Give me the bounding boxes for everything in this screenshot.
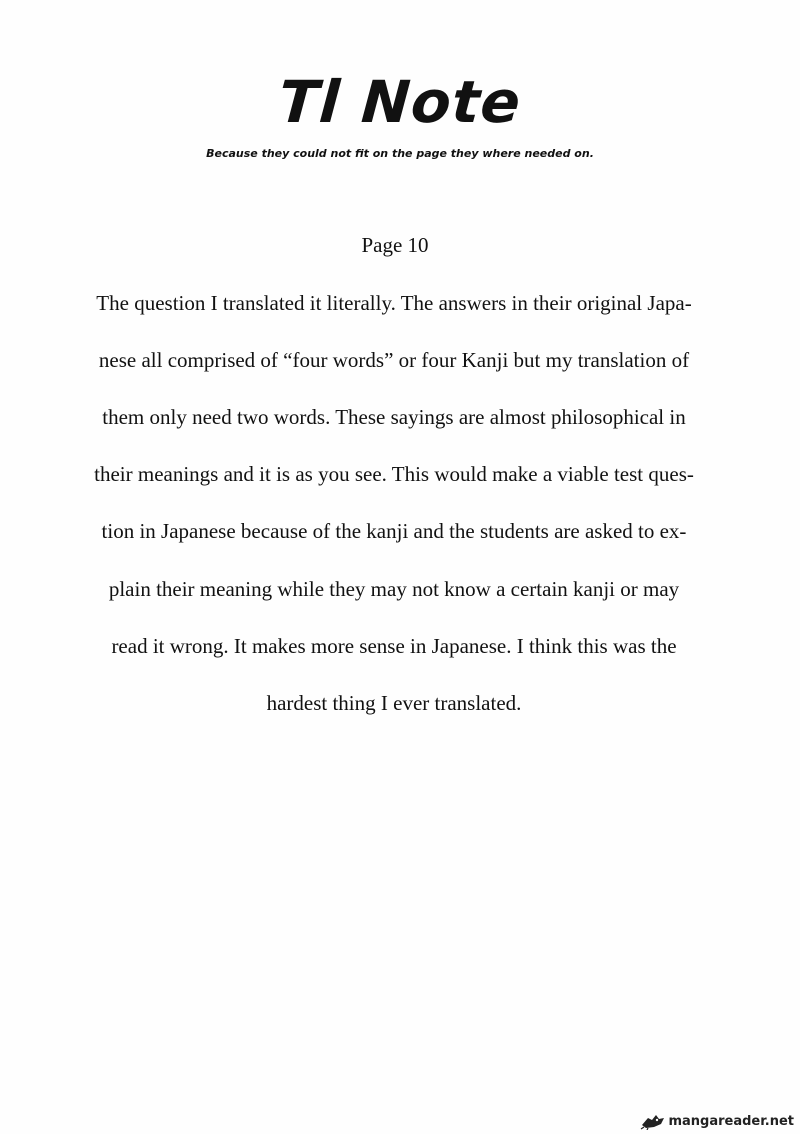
watermark bbox=[640, 1112, 794, 1130]
note-line: nese all comprised of “four words” or four Kanji but my translation of bbox=[98, 347, 690, 372]
note-line: tion in Japanese because of the kanji and the students are asked to ex- bbox=[101, 519, 687, 544]
note-heading: Page 10 bbox=[361, 233, 429, 257]
page-title: Tl Note bbox=[276, 68, 524, 136]
page-subtitle: Because they could not fit on the page they where needed on. bbox=[206, 147, 594, 160]
note-line: them only need two words. These sayings are almost philosophical in bbox=[102, 404, 686, 429]
note-line: read it wrong. It makes more sense in Japanese. I think this was the bbox=[111, 633, 677, 658]
watermark-text: mangareader.net bbox=[668, 1113, 794, 1129]
mascot-logo-icon bbox=[640, 1112, 666, 1130]
note-line: The question I translated it literally. The answers in their original Japa- bbox=[96, 290, 692, 315]
note-body bbox=[60, 260, 728, 746]
note-line: plain their meaning while they may not know a certain kanji or may bbox=[108, 576, 680, 601]
note-line: hardest thing I ever translated. bbox=[266, 690, 522, 715]
note-line: their meanings and it is as you see. This would make a viable test ques- bbox=[94, 462, 694, 487]
